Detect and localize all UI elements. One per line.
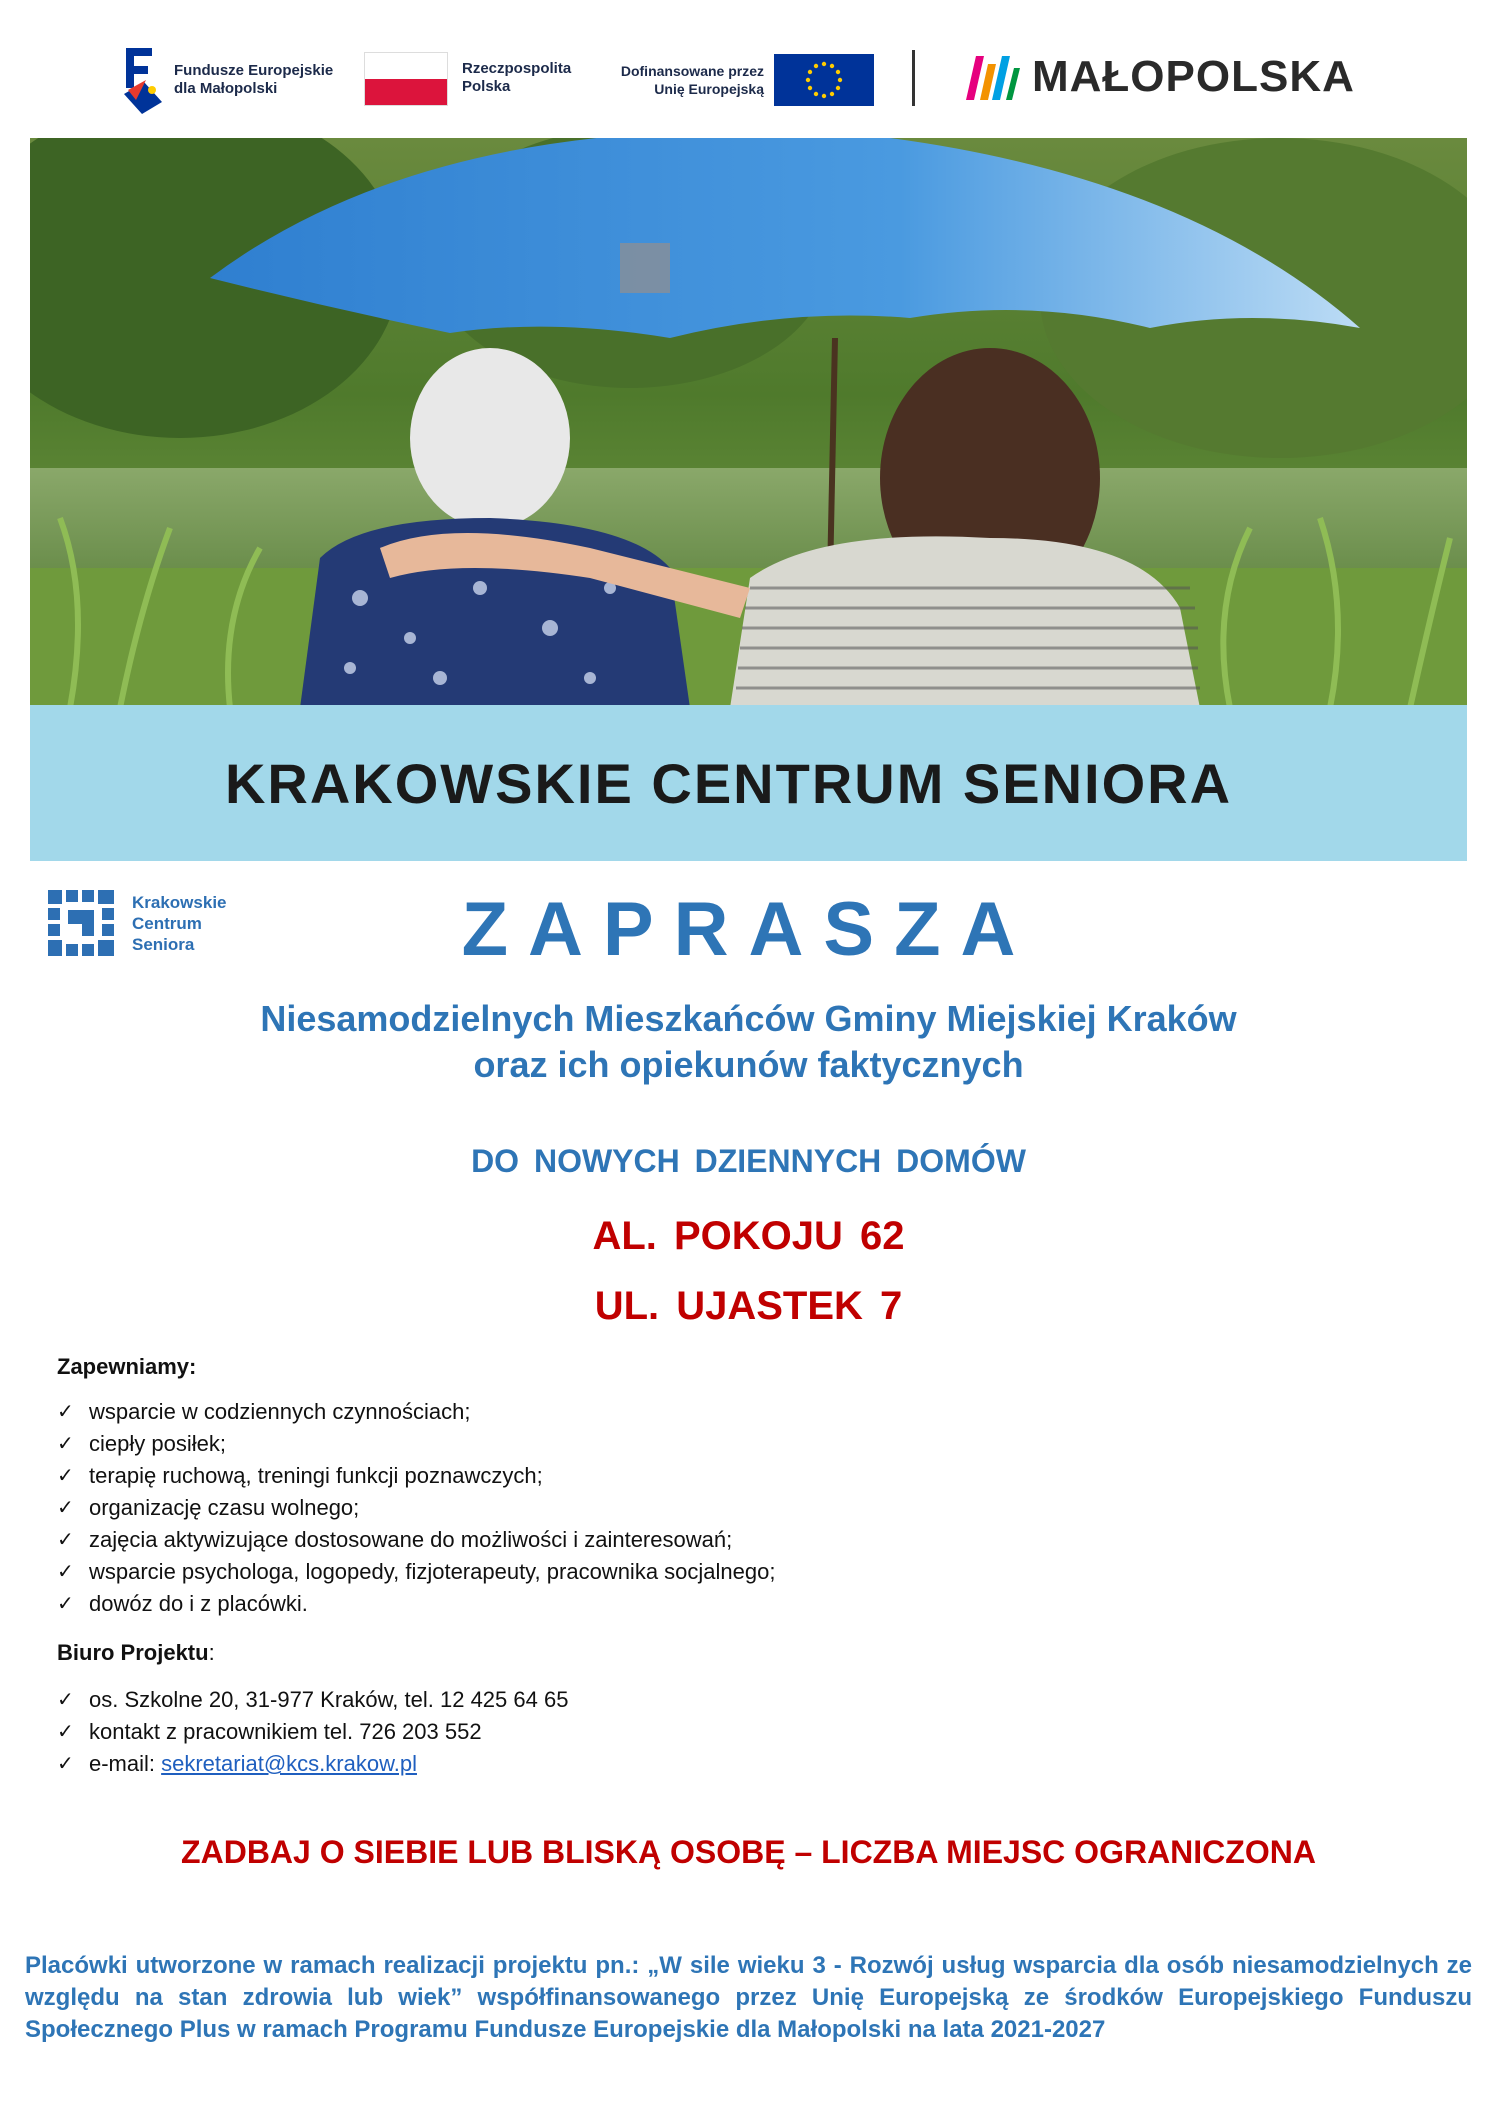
list-item-text: ciepły posiłek;: [89, 1431, 226, 1456]
check-icon: ✓: [57, 1401, 74, 1423]
seniors-under-umbrella-image: [30, 138, 1467, 708]
invitees-line2: oraz ich opiekunów faktycznych: [473, 1044, 1024, 1085]
office-address: os. Szkolne 20, 31-977 Kraków, tel. 12 425 64 65: [89, 1687, 569, 1712]
check-icon: ✓: [57, 1721, 74, 1743]
offer-label: Zapewniamy:: [57, 1354, 197, 1379]
check-icon: ✓: [57, 1465, 74, 1487]
funding-footer: Placówki utworzone w ramach realizacji projektu pn.: „W sile wieku 3 - Rozwój usług wsparcia dla osób niesamodzielnych ze względu na stan zdrowia lub wiek” współfinansowanego przez Unię Europejską ze środków Europejskiego Funduszu Społecznego Plus w ramach Programu Fundusze Europejskie dla Małopolski na lata 2021-2027: [25, 1952, 1472, 2043]
email-link[interactable]: sekretariat@kcs.krakow.pl: [161, 1751, 417, 1776]
fe-emblem-icon: [122, 42, 164, 117]
check-icon: ✓: [57, 1497, 74, 1519]
headline: ZAPRASZA: [461, 887, 1036, 972]
list-item-text: organizację czasu wolnego;: [89, 1495, 360, 1520]
address-pokoju: AL. POKOJU 62: [592, 1214, 905, 1258]
list-item: [57, 1428, 775, 1460]
kcs-line2: Centrum: [132, 913, 202, 933]
logo-strip: [0, 0, 1497, 130]
logo-divider: [912, 50, 915, 106]
list-item-text: terapię ruchową, treningi funkcji poznawczych;: [89, 1463, 543, 1488]
email-prefix: e-mail:: [89, 1751, 162, 1776]
fe-logo: [122, 42, 344, 117]
kcs-line1: Krakowskie: [132, 892, 227, 912]
list-item: [57, 1524, 775, 1556]
office-label: [57, 1640, 215, 1666]
eu-flag-icon: [774, 54, 874, 106]
malopolska-wordmark: MAŁOPOLSKA: [1032, 52, 1355, 101]
malopolska-m-icon: [962, 50, 1022, 104]
list-item: [57, 1460, 775, 1492]
list-item: [57, 1396, 775, 1428]
eu-logo-text: Dofinansowane przez Unię Europejską: [620, 63, 764, 97]
list-item: [57, 1748, 568, 1780]
address-ujastek: UL. UJASTEK 7: [594, 1284, 903, 1328]
check-icon: ✓: [57, 1753, 74, 1775]
office-contact: kontakt z pracownikiem tel. 726 203 552: [89, 1719, 482, 1744]
kcs-line3: Seniora: [132, 934, 195, 954]
list-item-text: wsparcie w codziennych czynnościach;: [89, 1399, 471, 1424]
rp-logo-text: Rzeczpospolita Polska: [462, 60, 572, 95]
check-icon: ✓: [57, 1593, 74, 1615]
check-icon: ✓: [57, 1561, 74, 1583]
list-item: [57, 1556, 775, 1588]
eu-logo: [604, 54, 874, 106]
places-limited-warning: ZADBAJ O SIEBIE LUB BLISKĄ OSOBĘ – LICZBA MIEJSC OGRANICZONA: [181, 1834, 1316, 1870]
fe-logo-text: Fundusze Europejskie dla Małopolski: [174, 61, 334, 97]
list-item: [57, 1716, 568, 1748]
list-item-text: wsparcie psychologa, logopedy, fizjoterapeuty, pracownika socjalnego;: [89, 1559, 776, 1584]
list-item: [57, 1492, 775, 1524]
rp-logo: [364, 52, 582, 106]
office-label-text: Biuro Projektu: [57, 1640, 209, 1665]
malopolska-logo: [962, 50, 1355, 104]
list-item: [57, 1684, 568, 1716]
list-item-text: dowóz do i z placówki.: [89, 1591, 308, 1616]
check-icon: ✓: [57, 1689, 74, 1711]
banner-title: KRAKOWSKIE CENTRUM SENIORA: [224, 751, 1233, 815]
title-banner: [30, 705, 1467, 861]
list-item: [57, 1588, 775, 1620]
check-icon: ✓: [57, 1433, 74, 1455]
homes-heading: DO NOWYCH DZIENNYCH DOMÓW: [471, 1143, 1026, 1179]
list-item-text: zajęcia aktywizujące dostosowane do możliwości i zainteresowań;: [89, 1527, 733, 1552]
check-icon: ✓: [57, 1529, 74, 1551]
offer-list: [57, 1396, 775, 1620]
invitees-line1: Niesamodzielnych Mieszkańców Gminy Miejskiej Kraków: [260, 998, 1237, 1039]
hero-photo: [30, 138, 1467, 708]
polish-flag-icon: [364, 52, 448, 106]
office-list: [57, 1684, 568, 1780]
office-label-colon: :: [208, 1640, 215, 1665]
